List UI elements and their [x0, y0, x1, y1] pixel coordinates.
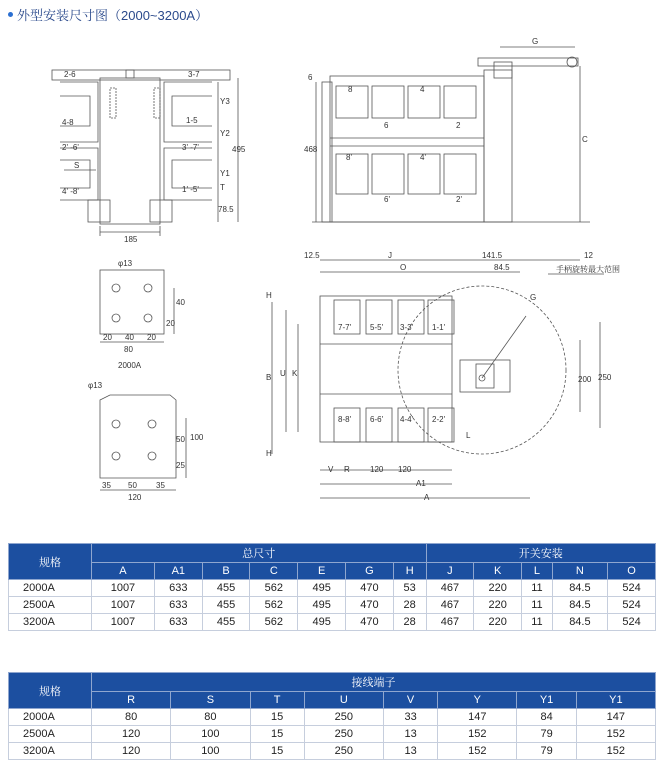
table-cell: 220: [474, 580, 522, 597]
column-header: H: [393, 563, 426, 580]
row-spec: 3200A: [9, 743, 92, 760]
plan-view-labels: [266, 251, 620, 502]
table-cell: 11: [522, 614, 553, 631]
table-cell: 1007: [92, 597, 155, 614]
table-cell: 79: [517, 743, 576, 760]
label-front-468: 468: [304, 145, 318, 154]
plan-view-drawing: [272, 260, 604, 498]
label-hole-2000a: 2000A: [118, 361, 142, 370]
label-side-2p-6p: 2' -6': [62, 143, 79, 152]
label-front-c: C: [582, 135, 588, 144]
table-cell: 84.5: [552, 597, 607, 614]
table-cell: 1007: [92, 580, 155, 597]
group-header-terminal: 接线端子: [92, 673, 656, 692]
spec-header: 规格: [9, 544, 92, 580]
label-front-6b: 6: [384, 121, 389, 130]
table-cell: 467: [426, 597, 474, 614]
label-plan-b: B: [266, 373, 272, 382]
label-side-495: 495: [232, 145, 246, 154]
column-header: E: [298, 563, 346, 580]
table-cell: 15: [250, 726, 304, 743]
label-holeL-25: 25: [176, 461, 185, 470]
row-spec: 2000A: [9, 709, 92, 726]
column-header: N: [552, 563, 607, 580]
table-cell: 152: [438, 726, 517, 743]
label-side-y3: Y3: [220, 97, 230, 106]
table-cell: 250: [304, 726, 383, 743]
label-hole-40v: 40: [176, 298, 185, 307]
column-header: A1: [154, 563, 202, 580]
table-cell: 28: [393, 614, 426, 631]
group-header-mount: 开关安装: [426, 544, 655, 563]
page-title-text: 外型安装尺寸图（2000~3200A）: [17, 8, 209, 23]
column-header: S: [171, 692, 250, 709]
table-cell: 13: [383, 726, 437, 743]
table-cell: 33: [383, 709, 437, 726]
label-plan-141-5: 141.5: [482, 251, 503, 260]
table-cell: 11: [522, 597, 553, 614]
label-holeL-120: 120: [128, 493, 142, 502]
label-plan-250: 250: [598, 373, 612, 382]
label-plan-120a: 120: [370, 465, 384, 474]
table-cell: 524: [608, 614, 656, 631]
table-cell: 495: [298, 580, 346, 597]
label-side-3p-7p: 3' -7': [182, 143, 199, 152]
table-row: [9, 709, 656, 726]
column-header: T: [250, 692, 304, 709]
label-plan-84-5: 84.5: [494, 263, 510, 272]
table-cell: 633: [154, 580, 202, 597]
column-header: R: [92, 692, 171, 709]
table-cell: 28: [393, 597, 426, 614]
column-header: O: [608, 563, 656, 580]
label-plan-k: K: [292, 369, 298, 378]
row-spec: 2500A: [9, 597, 92, 614]
table-cell: 11: [522, 580, 553, 597]
table-cell: 633: [154, 614, 202, 631]
column-header: Y: [438, 692, 517, 709]
label-plan-u: U: [280, 369, 286, 378]
label-hole-20v: 20: [166, 319, 175, 328]
table-cell: 147: [438, 709, 517, 726]
table-cell: 495: [298, 597, 346, 614]
label-plan-handle-range: 手柄旋转最大范围: [556, 265, 620, 274]
label-plan-g: G: [530, 293, 537, 302]
hole-2000a-labels: [103, 259, 185, 370]
table-row: [9, 580, 656, 597]
table-cell: 84.5: [552, 580, 607, 597]
table-cell: 220: [474, 614, 522, 631]
table-cell: 562: [250, 597, 298, 614]
label-plan-j: J: [388, 251, 392, 260]
dimension-table: [8, 543, 656, 631]
label-hole-40h: 40: [125, 333, 134, 342]
spec-header-2: 规格: [9, 673, 92, 709]
label-plan-200: 200: [578, 375, 592, 384]
table-cell: 152: [576, 743, 655, 760]
column-header: Y1: [576, 692, 655, 709]
table-cell: 79: [517, 726, 576, 743]
label-front-8: 8: [348, 85, 353, 94]
table-cell: 562: [250, 580, 298, 597]
label-plan-a: A: [424, 493, 430, 502]
table-cell: 467: [426, 614, 474, 631]
column-header: J: [426, 563, 474, 580]
column-header: B: [202, 563, 250, 580]
label-plan-h-bottom: H: [266, 449, 272, 458]
label-hole-20b: 20: [147, 333, 156, 342]
table-cell: 470: [346, 580, 394, 597]
table-cell: 633: [154, 597, 202, 614]
row-spec: 2000A: [9, 580, 92, 597]
table-cell: 455: [202, 580, 250, 597]
row-spec: 2500A: [9, 726, 92, 743]
column-header: L: [522, 563, 553, 580]
table-cell: 15: [250, 709, 304, 726]
column-header: A: [92, 563, 155, 580]
group-header-overall: 总尺寸: [92, 544, 427, 563]
terminal-table: [8, 672, 656, 760]
table-cell: 250: [304, 743, 383, 760]
table-cell: 455: [202, 614, 250, 631]
label-holeL-100: 100: [190, 433, 204, 442]
table-cell: 152: [438, 743, 517, 760]
table-cell: 220: [474, 597, 522, 614]
label-front-2p: 2': [456, 195, 462, 204]
label-front-8p: 8': [346, 153, 352, 162]
label-hole-20a: 20: [103, 333, 112, 342]
label-hole-phi13: φ13: [118, 259, 133, 268]
hole-pattern-large-drawing: [100, 395, 186, 490]
hole-large-labels: [88, 381, 204, 502]
table-cell: 53: [393, 580, 426, 597]
label-side-4-8: 4-8: [62, 118, 74, 127]
label-plan-7-7: 7-7': [338, 323, 352, 332]
table-cell: 80: [92, 709, 171, 726]
label-plan-12-5: 12.5: [304, 251, 320, 260]
label-front-4: 4: [420, 85, 425, 94]
table-cell: 495: [298, 614, 346, 631]
label-holeL-35b: 35: [156, 481, 165, 490]
table-cell: 13: [383, 743, 437, 760]
label-front-2: 2: [456, 121, 461, 130]
label-side-78-5: 78.5: [218, 205, 234, 214]
table-cell: 470: [346, 597, 394, 614]
column-header: C: [250, 563, 298, 580]
column-header: K: [474, 563, 522, 580]
label-plan-v: V: [328, 465, 334, 474]
table-row: [9, 743, 656, 760]
table-cell: 147: [576, 709, 655, 726]
label-plan-8-8: 8-8': [338, 415, 352, 424]
table-cell: 120: [92, 743, 171, 760]
label-side-s: S: [74, 161, 80, 170]
table-cell: 470: [346, 614, 394, 631]
table-row: [9, 726, 656, 743]
front-view-labels: [304, 37, 588, 204]
label-side-185: 185: [124, 235, 138, 244]
table-cell: 250: [304, 709, 383, 726]
label-hole-80: 80: [124, 345, 133, 354]
column-header: G: [346, 563, 394, 580]
label-plan-5-5: 5-5': [370, 323, 384, 332]
table-cell: 84: [517, 709, 576, 726]
label-plan-r: R: [344, 465, 350, 474]
label-holeL-50v: 50: [176, 435, 185, 444]
table-cell: 120: [92, 726, 171, 743]
label-side-4p-8p: 4' -8': [62, 187, 79, 196]
label-side-3-7: 3-7: [188, 70, 200, 79]
label-plan-l: L: [466, 431, 471, 440]
table-cell: 467: [426, 580, 474, 597]
label-side-y1: Y1: [220, 169, 230, 178]
label-plan-a1: A1: [416, 479, 426, 488]
label-front-4p: 4': [420, 153, 426, 162]
label-plan-1-1: 1-1': [432, 323, 446, 332]
table-cell: 455: [202, 597, 250, 614]
table-cell: 15: [250, 743, 304, 760]
label-plan-h-top: H: [266, 291, 272, 300]
column-header: V: [383, 692, 437, 709]
label-side-2-6: 2-6: [64, 70, 76, 79]
table-cell: 1007: [92, 614, 155, 631]
table-cell: 524: [608, 580, 656, 597]
label-plan-120b: 120: [398, 465, 412, 474]
label-plan-3-3: 3-3': [400, 323, 414, 332]
hole-pattern-2000a-drawing: [100, 270, 174, 342]
label-front-g: G: [532, 37, 539, 46]
table-cell: 80: [171, 709, 250, 726]
label-plan-4-4: 4-4': [400, 415, 414, 424]
label-front-6p: 6': [384, 195, 390, 204]
label-holeL-50h: 50: [128, 481, 137, 490]
label-side-1p-5p: 1' -5': [182, 185, 199, 194]
label-plan-12: 12: [584, 251, 593, 260]
label-plan-6-6: 6-6': [370, 415, 384, 424]
table-cell: 562: [250, 614, 298, 631]
label-plan-2-2: 2-2': [432, 415, 446, 424]
table-cell: 100: [171, 743, 250, 760]
table-cell: 84.5: [552, 614, 607, 631]
side-view-drawing: [52, 70, 238, 236]
label-front-6: 6: [308, 73, 313, 82]
front-view-drawing: [312, 47, 590, 222]
column-header: Y1: [517, 692, 576, 709]
column-header: U: [304, 692, 383, 709]
table-cell: 152: [576, 726, 655, 743]
table-row: [9, 597, 656, 614]
label-holeL-phi13: φ13: [88, 381, 103, 390]
label-side-t: T: [220, 183, 225, 192]
table-cell: 100: [171, 726, 250, 743]
label-holeL-35a: 35: [102, 481, 111, 490]
label-side-1-5: 1-5: [186, 116, 198, 125]
row-spec: 3200A: [9, 614, 92, 631]
table-row: [9, 614, 656, 631]
table-cell: 524: [608, 597, 656, 614]
label-plan-o: O: [400, 263, 407, 272]
label-side-y2: Y2: [220, 129, 230, 138]
